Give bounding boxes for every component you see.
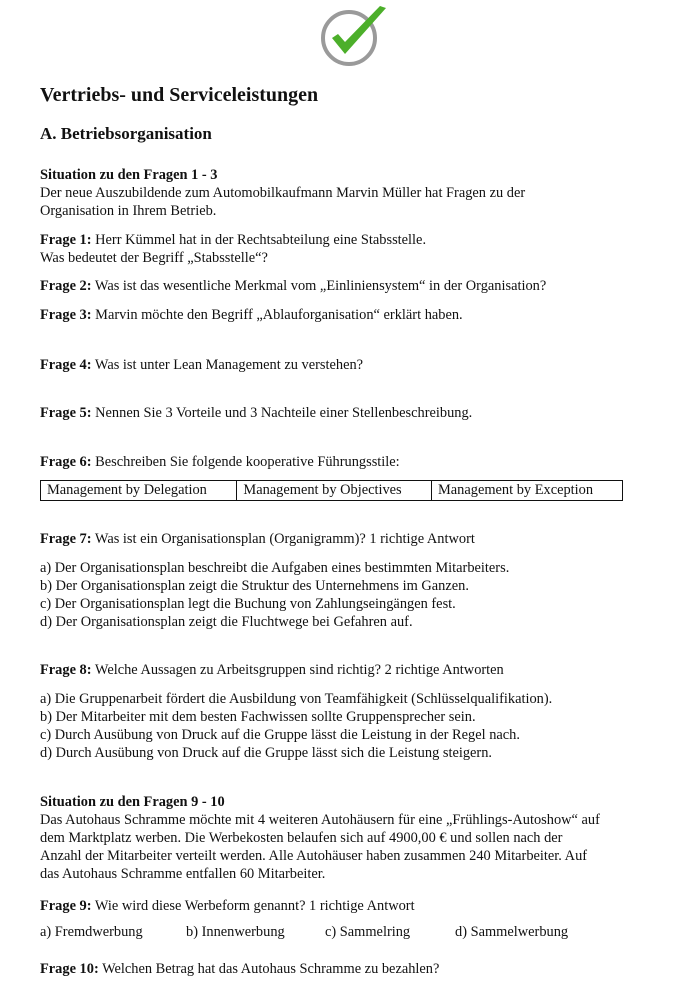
question-label: Frage 9: (40, 898, 92, 914)
leadership-styles-table (40, 480, 623, 501)
question-text: Was ist ein Organisationsplan (Organigramm)? 1 richtige Antwort (91, 531, 475, 547)
situation-2-line: dem Marktplatz werben. Die Werbekosten belaufen sich auf 4900,00 € und sollen nach der (40, 830, 563, 846)
situation-2-line: das Autohaus Schramme entfallen 60 Mitarbeiter. (40, 866, 326, 882)
question-text: Marvin möchte den Begriff „Ablauforganisation“ erklärt haben. (91, 307, 463, 323)
page-title: Vertriebs- und Serviceleistungen (40, 84, 319, 106)
question-label: Frage 6: (40, 454, 92, 470)
situation-1-heading: Situation zu den Fragen 1 - 3 (40, 167, 218, 183)
checkmark-circle-icon (318, 4, 390, 66)
question-8 (40, 661, 552, 762)
question-1 (40, 231, 426, 267)
question-label: Frage 8: (40, 662, 92, 678)
question-7 (40, 530, 509, 631)
situation-2 (40, 793, 600, 883)
question-label: Frage 4: (40, 357, 92, 373)
question-text: Welchen Betrag hat das Autohaus Schramme zu bezahlen? (98, 961, 440, 977)
question-4 (40, 356, 363, 374)
question-5 (40, 404, 472, 422)
question-10 (40, 960, 439, 978)
answer-option: a) Fremdwerbung (40, 924, 143, 940)
answer-option: c) Durch Ausübung von Druck auf die Gruppe lässt die Leistung in der Regel nach. (40, 727, 520, 743)
answer-option: d) Der Organisationsplan zeigt die Fluchtwege bei Gefahren auf. (40, 614, 413, 630)
question-label: Frage 10: (40, 961, 99, 977)
situation-1-line: Organisation in Ihrem Betrieb. (40, 203, 217, 219)
answer-option: a) Der Organisationsplan beschreibt die Aufgaben eines bestimmten Mitarbeiters. (40, 560, 510, 576)
question-text: Was ist unter Lean Management zu verstehen? (91, 357, 364, 373)
question-text: Herr Kümmel hat in der Rechtsabteilung eine Stabsstelle. (91, 232, 427, 248)
question-text: Nennen Sie 3 Vorteile und 3 Nachteile einer Stellenbeschreibung. (91, 405, 473, 421)
question-text: Welche Aussagen zu Arbeitsgruppen sind richtig? 2 richtige Antworten (91, 662, 504, 678)
situation-1-line: Der neue Auszubildende zum Automobilkaufmann Marvin Müller hat Fragen zu der (40, 185, 526, 201)
question-2 (40, 277, 546, 295)
answer-option: b) Der Mitarbeiter mit dem besten Fachwissen sollte Gruppensprecher sein. (40, 709, 476, 725)
situation-1 (40, 166, 525, 220)
situation-2-line: Anzahl der Mitarbeiter verteilt werden. Alle Autohäuser haben zusammen 240 Mitarbeiter. Auf (40, 848, 588, 864)
question-label: Frage 2: (40, 278, 92, 294)
question-text: Beschreiben Sie folgende kooperative Führungsstile: (91, 454, 400, 470)
answer-option: d) Durch Ausübung von Druck auf die Gruppe lässt sich die Leistung steigern. (40, 745, 493, 761)
section-heading: A. Betriebsorganisation (40, 124, 212, 143)
situation-2-line: Das Autohaus Schramme möchte mit 4 weiteren Autohäusern für eine „Frühlings-Autoshow“ auf (40, 812, 600, 828)
situation-2-heading: Situation zu den Fragen 9 - 10 (40, 794, 225, 810)
question-label: Frage 3: (40, 307, 92, 323)
question-9 (40, 897, 415, 915)
question-6 (40, 453, 400, 471)
question-label: Frage 7: (40, 531, 92, 547)
question-text: Was ist das wesentliche Merkmal vom „Einliniensystem“ in der Organisation? (91, 278, 547, 294)
question-3 (40, 306, 463, 324)
question-label: Frage 5: (40, 405, 92, 421)
question-label: Frage 1: (40, 232, 92, 248)
answer-option: c) Der Organisationsplan legt die Buchung von Zahlungseingängen fest. (40, 596, 456, 612)
answer-option: b) Innenwerbung (186, 924, 285, 940)
table-cell: Management by Delegation (41, 481, 237, 501)
answer-option: b) Der Organisationsplan zeigt die Struktur des Unternehmens im Ganzen. (40, 578, 469, 594)
question-text-line2: Was bedeutet der Begriff „Stabsstelle“? (40, 250, 268, 266)
answer-option: c) Sammelring (325, 924, 411, 940)
table-cell: Management by Objectives (237, 481, 432, 501)
table-cell: Management by Exception (432, 481, 623, 501)
answer-option: a) Die Gruppenarbeit fördert die Ausbildung von Teamfähigkeit (Schlüsselqualifikation). (40, 691, 553, 707)
answer-option: d) Sammelwerbung (455, 924, 569, 940)
question-text: Wie wird diese Werbeform genannt? 1 richtige Antwort (91, 898, 415, 914)
